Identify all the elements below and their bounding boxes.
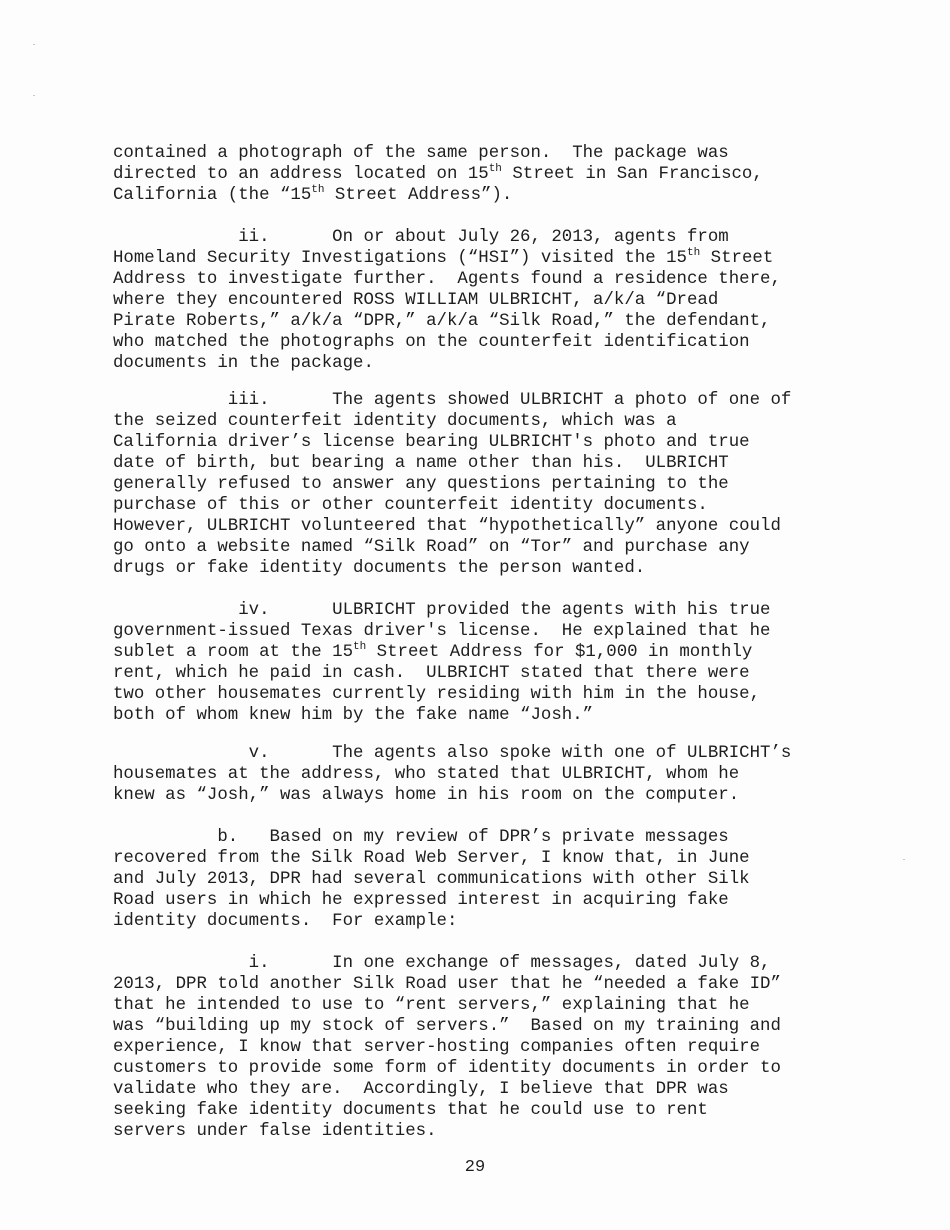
text-line: who matched the photographs on the counterfeit identification: [113, 333, 750, 352]
text-line: purchase of this or other counterfeit identity documents.: [113, 496, 708, 515]
text-line: 2013, DPR told another Silk Road user that he “needed a fake ID”: [113, 975, 781, 994]
text-run: Street in San Francisco,: [501, 165, 763, 184]
text-line: both of whom knew him by the fake name “Josh.”: [113, 706, 594, 725]
text-line: California driver’s license bearing ULBRICHT's photo and true: [113, 433, 750, 452]
text-line: Address to investigate further. Agents found a residence there,: [113, 270, 781, 289]
text-line: and July 2013, DPR had several communications with other Silk: [113, 870, 750, 889]
text-line: generally refused to answer any questions pertaining to the: [113, 475, 729, 494]
text-run: Homeland Security Investigations (“HSI”) visited the 15: [113, 249, 687, 268]
text-line: where they encountered ROSS WILLIAM ULBRICHT, a/k/a “Dread: [113, 291, 719, 310]
text-line: contained a photograph of the same person. The package was: [113, 144, 729, 163]
text-line: validate who they are. Accordingly, I believe that DPR was: [113, 1080, 729, 1099]
text-run: Street Address for $1,000 in monthly: [366, 643, 753, 662]
text-line: b. Based on my review of DPR’s private messages: [113, 828, 729, 847]
text-line: drugs or fake identity documents the person wanted.: [113, 559, 646, 578]
text-line: i. In one exchange of messages, dated July 8,: [113, 954, 771, 973]
scan-speck: [903, 859, 905, 860]
scan-speck: [33, 95, 35, 96]
text-line: However, ULBRICHT volunteered that “hypothetically” anyone could: [113, 517, 781, 536]
superscript: th: [687, 247, 701, 260]
text-line: housemates at the address, who stated that ULBRICHT, whom he: [113, 765, 740, 784]
superscript: th: [353, 641, 367, 654]
superscript: th: [311, 184, 325, 197]
scan-speck: [33, 44, 35, 45]
text-line: v. The agents also spoke with one of ULBRICHT’s: [113, 744, 792, 763]
text-line: date of birth, but bearing a name other than his. ULBRICHT: [113, 454, 729, 473]
text-line: customers to provide some form of identity documents in order to: [113, 1059, 781, 1078]
text-line: two other housemates currently residing with him in the house,: [113, 685, 761, 704]
text-line: recovered from the Silk Road Web Server, I know that, in June: [113, 849, 750, 868]
text-line: seeking fake identity documents that he could use to rent: [113, 1101, 708, 1120]
text-line: [113, 248, 773, 269]
text-line: [113, 185, 512, 206]
text-line: documents in the package.: [113, 354, 374, 373]
text-run: Street Address”).: [324, 186, 513, 205]
text-line: the seized counterfeit identity documents, which was a: [113, 412, 677, 431]
text-line: Pirate Roberts,” a/k/a “DPR,” a/k/a “Silk Road,” the defendant,: [113, 312, 771, 331]
text-line: ii. On or about July 26, 2013, agents from: [113, 228, 729, 247]
text-line: was “building up my stock of servers.” Based on my training and: [113, 1017, 781, 1036]
superscript: th: [488, 163, 502, 176]
text-line: that he intended to use to “rent servers,” explaining that he: [113, 996, 750, 1015]
text-line: knew as “Josh,” was always home in his room on the computer.: [113, 786, 740, 805]
text-line: [113, 164, 763, 185]
text-run: California (the “15: [113, 186, 312, 205]
text-run: directed to an address located on 15: [113, 165, 489, 184]
text-line: go onto a website named “Silk Road” on “Tor” and purchase any: [113, 538, 750, 557]
text-line: rent, which he paid in cash. ULBRICHT stated that there were: [113, 664, 750, 683]
text-line: experience, I know that server-hosting companies often require: [113, 1038, 761, 1057]
page-number: 29: [464, 1158, 486, 1177]
text-line: [113, 642, 752, 663]
text-run: sublet a room at the 15: [113, 643, 354, 662]
text-line: iv. ULBRICHT provided the agents with his true: [113, 601, 771, 620]
text-line: Road users in which he expressed interest in acquiring fake: [113, 891, 729, 910]
text-line: iii. The agents showed ULBRICHT a photo of one of: [113, 391, 792, 410]
text-line: identity documents. For example:: [113, 912, 458, 931]
text-run: Street: [700, 249, 774, 268]
text-line: servers under false identities.: [113, 1122, 437, 1141]
text-line: government-issued Texas driver's license. He explained that he: [113, 622, 771, 641]
